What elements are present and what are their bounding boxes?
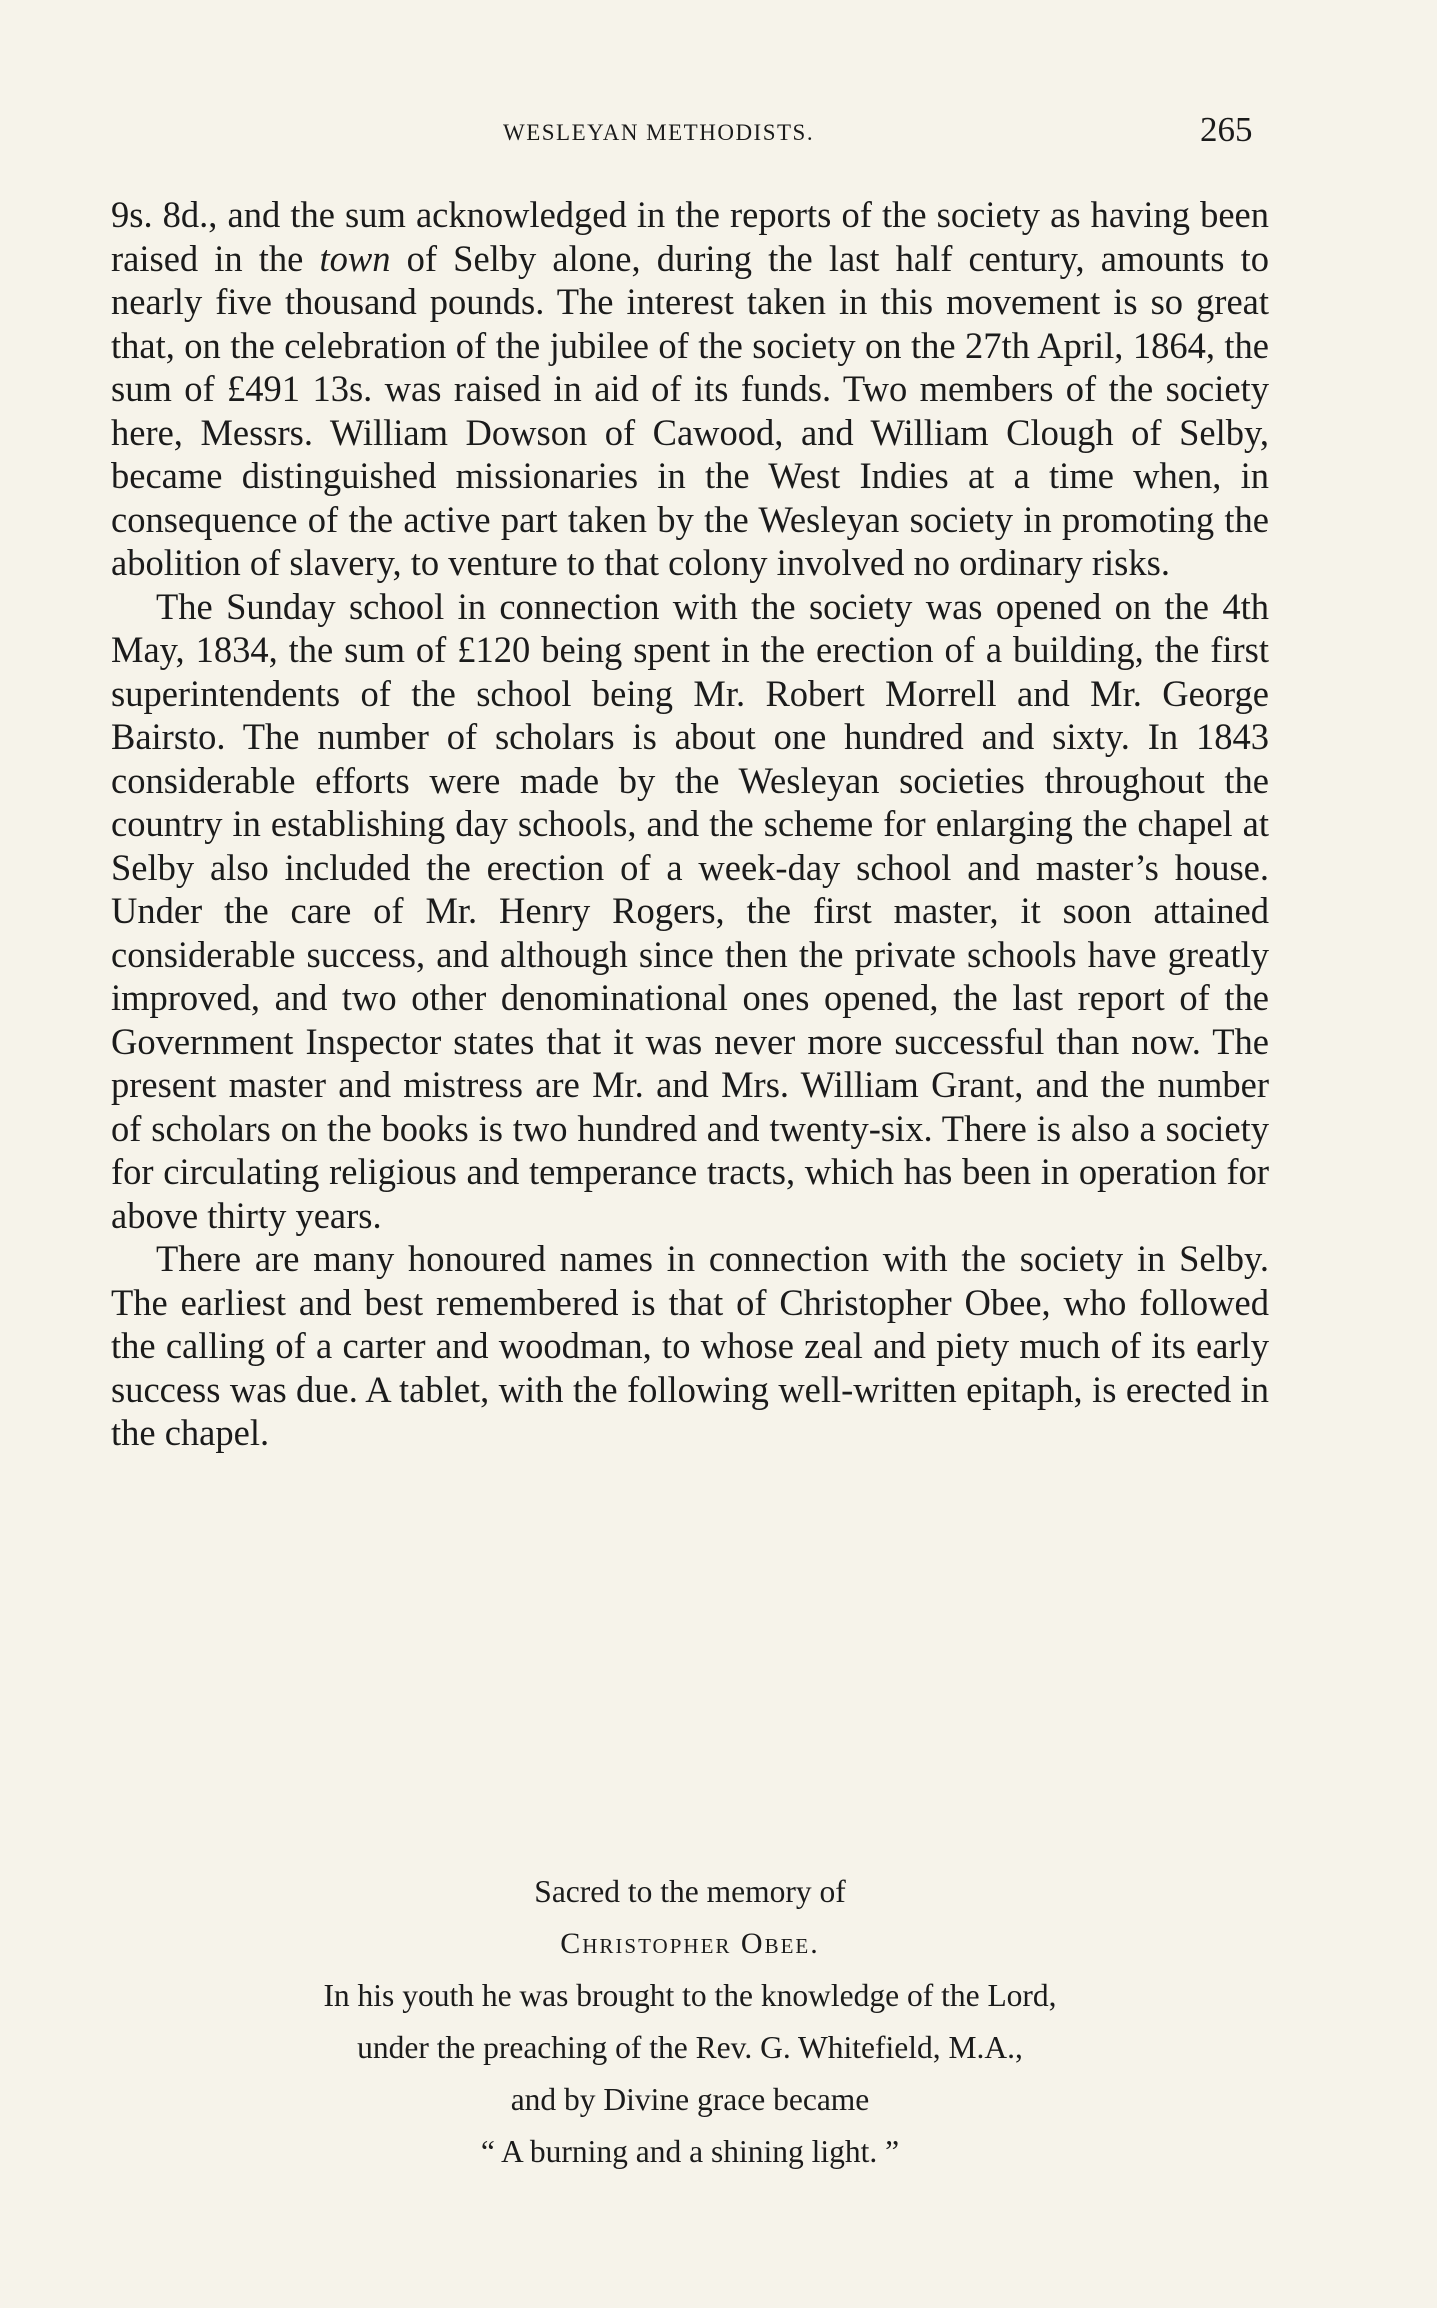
epitaph-quote: “ A burning and a shining light. ” bbox=[480, 2134, 900, 2169]
epitaph-line: under the preaching of the Rev. G. Whitefield, M.A., bbox=[357, 2030, 1023, 2065]
running-head bbox=[0, 108, 1437, 158]
paragraph-3: There are many honoured names in connection with the society in Selby. The earliest and best remembered is that of Christopher Obee, who followed the calling of a carter and woodman, to whose zeal and piety much of its early success was due. A tablet, with the following well-written epitaph, is erected in the chapel. bbox=[111, 1238, 1269, 1453]
paragraph-2: The Sunday school in connection with the society was opened on the 4th May, 1834, the sum of £120 being spent in the erection of a building, the first superintendents of the school being Mr. Robert Morrell and Mr. George Bairsto. The number of scholars is about one hundred and sixty. In 1843 considerable efforts were made by the Wesleyan societies throughout the country in establishing day schools, and the scheme for enlarging the chapel at Selby also included the erection of a week-day school and master’s house. Under the care of Mr. Henry Rogers, the first master, it soon attained considerable success, and although since then the private schools have greatly improved, and two other denominational ones opened, the last report of the Government Inspector states that it was never more successful than now. The present master and mistress are Mr. and Mrs. William Grant, and the number of scholars on the books is two hundred and twenty-six. There is also a society for circulating religious and temperance tracts, which has been in operation for above thirty years. bbox=[111, 585, 1269, 1236]
paragraph-1-continuation: of Selby alone, during the last half century, amounts to nearly five thousand pounds. The interest taken in this movement is so great that, on the celebration of the jubilee of the society on the 27th April, 1864, the sum of £491 13s. was raised in aid of its funds. Two members of the society here, Messrs. William Dowson of Cawood, and William Clough of Selby, became distinguished missionaries in the West Indies at a time when, in consequence of the active part taken by the Wesleyan society in promoting the abolition of slavery, to venture to that colony involved no ordinary risks. bbox=[111, 237, 1270, 583]
paragraph-1-text: 9s. 8d., and the sum acknowledged in the reports of the society as having been raised in the bbox=[111, 194, 1269, 279]
running-title: WESLEYAN METHODISTS. bbox=[503, 120, 815, 145]
page-number: 265 bbox=[1200, 110, 1253, 149]
epitaph-name: Christopher Obee. bbox=[560, 1927, 820, 1960]
epitaph-line: and by Divine grace became bbox=[510, 2082, 870, 2117]
epitaph-line: In his youth he was brought to the knowledge of the Lord, bbox=[323, 1978, 1057, 2013]
epitaph-line: Sacred to the memory of bbox=[534, 1874, 846, 1909]
paragraph-1 bbox=[111, 193, 1269, 585]
epitaph bbox=[111, 1866, 1269, 2178]
body-text bbox=[111, 193, 1269, 1455]
emphasized-word: town bbox=[319, 237, 391, 279]
